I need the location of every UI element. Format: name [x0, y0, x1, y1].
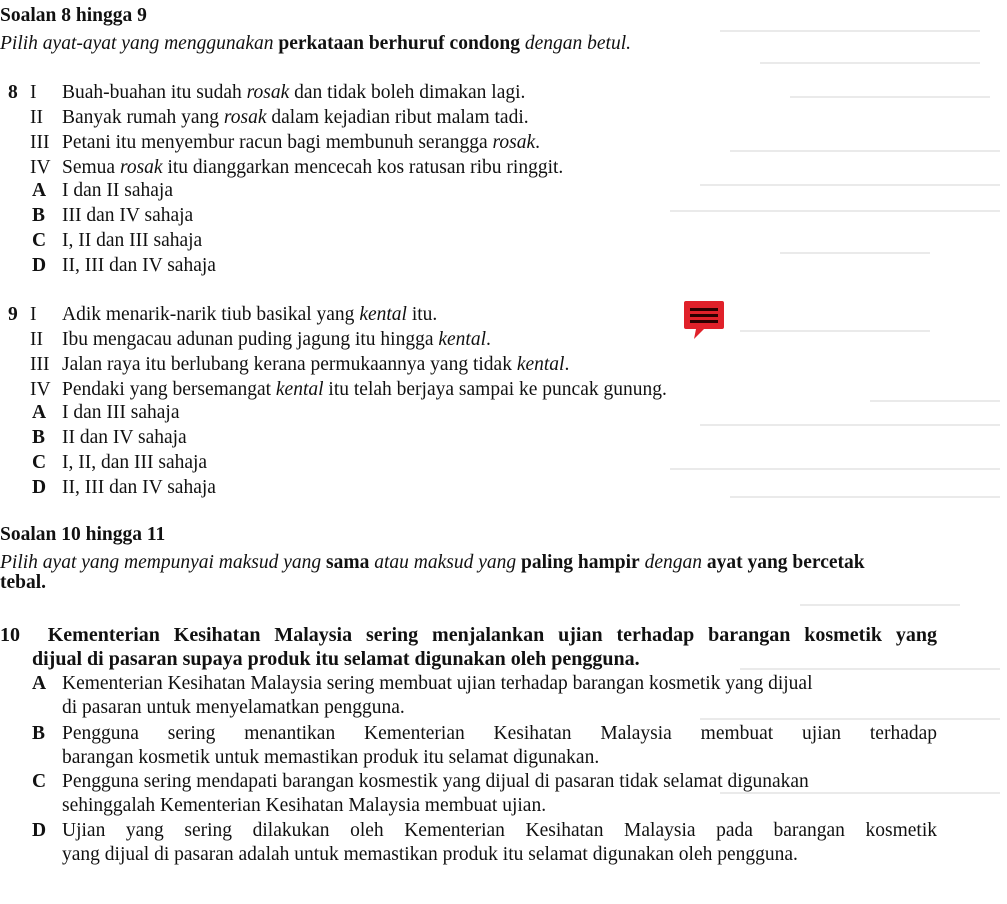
instruction-10-11-line-1: Pilih ayat yang mempunyai maksud yang sama atau maksud yang paling hampir dengan ayat yang bercetak [0, 552, 865, 573]
q8-statement-3: III Petani itu menyembur racun bagi membunuh serangga rosak. [30, 132, 540, 153]
q9-statement-1: 9 I Adik menarik-narik tiub basikal yang kental itu. [8, 304, 438, 325]
q9-statement-3: III Jalan raya itu berlubang kerana permukaannya yang tidak kental. [30, 354, 570, 375]
comment-icon[interactable] [682, 298, 726, 342]
q9-statement-4: IV Pendaki yang bersemangat kental itu telah berjaya sampai ke puncak gunung. [30, 379, 667, 400]
q10-option-c-line-2: sehinggalah Kementerian Kesihatan Malaysia membuat ujian. [62, 795, 547, 816]
q8-statement-4: IV Semua rosak itu dianggarkan mencecah kos ratusan ribu ringgit. [30, 157, 564, 178]
q10-option-d[interactable]: D Ujian yang sering dilakukan oleh Kementerian Kesihatan Malaysia pada barangan kosmetik [32, 820, 937, 841]
q10-option-c[interactable]: C Pengguna sering mendapati barangan kosmestik yang dijual di pasaran tidak selamat digunakan [32, 771, 809, 792]
q10-option-a[interactable]: A Kementerian Kesihatan Malaysia sering membuat ujian terhadap barangan kosmetik yang dijual [32, 673, 813, 694]
q9-statement-2: II Ibu mengacau adunan puding jagung itu hingga kental. [30, 329, 491, 350]
section-heading-10-11: Soalan 10 hingga 11 [0, 524, 166, 545]
q9-option-d[interactable]: D II, III dan IV sahaja [32, 477, 216, 498]
q9-option-b[interactable]: B II dan IV sahaja [32, 427, 187, 448]
q8-statement-2: II Banyak rumah yang rosak dalam kejadian ribut malam tadi. [30, 107, 529, 128]
q9-option-a[interactable]: A I dan III sahaja [32, 402, 180, 423]
q10-option-d-line-2: yang dijual di pasaran adalah untuk memastikan produk itu selamat digunakan oleh pengguna. [62, 844, 798, 865]
instruction-8-9: Pilih ayat-ayat yang menggunakan perkataan berhuruf condong dengan betul. [0, 33, 632, 54]
q10-stem-line-1: 10 Kementerian Kesihatan Malaysia sering menjalankan ujian terhadap barangan kosmetik yang [0, 624, 937, 646]
q10-stem-line-2: dijual di pasaran supaya produk itu selamat digunakan oleh pengguna. [32, 648, 640, 670]
q8-option-d[interactable]: D II, III dan IV sahaja [32, 255, 216, 276]
q9-option-c[interactable]: C I, II, dan III sahaja [32, 452, 208, 473]
q8-option-b[interactable]: B III dan IV sahaja [32, 205, 194, 226]
q8-statement-1: 8 I Buah-buahan itu sudah rosak dan tidak boleh dimakan lagi. [8, 82, 526, 103]
q8-option-c[interactable]: C I, II dan III sahaja [32, 230, 203, 251]
section-heading-8-9: Soalan 8 hingga 9 [0, 5, 147, 26]
instruction-10-11-line-2: tebal. [0, 572, 47, 593]
bleed-through-texture [640, 0, 1007, 904]
q10-option-b-line-2: barangan kosmetik untuk memastikan produk itu selamat digunakan. [62, 747, 600, 768]
q8-option-a[interactable]: A I dan II sahaja [32, 180, 173, 201]
q10-option-b[interactable]: B Pengguna sering menantikan Kementerian Kesihatan Malaysia membuat ujian terhadap [32, 723, 937, 744]
q10-option-a-line-2: di pasaran untuk menyelamatkan pengguna. [62, 697, 405, 718]
